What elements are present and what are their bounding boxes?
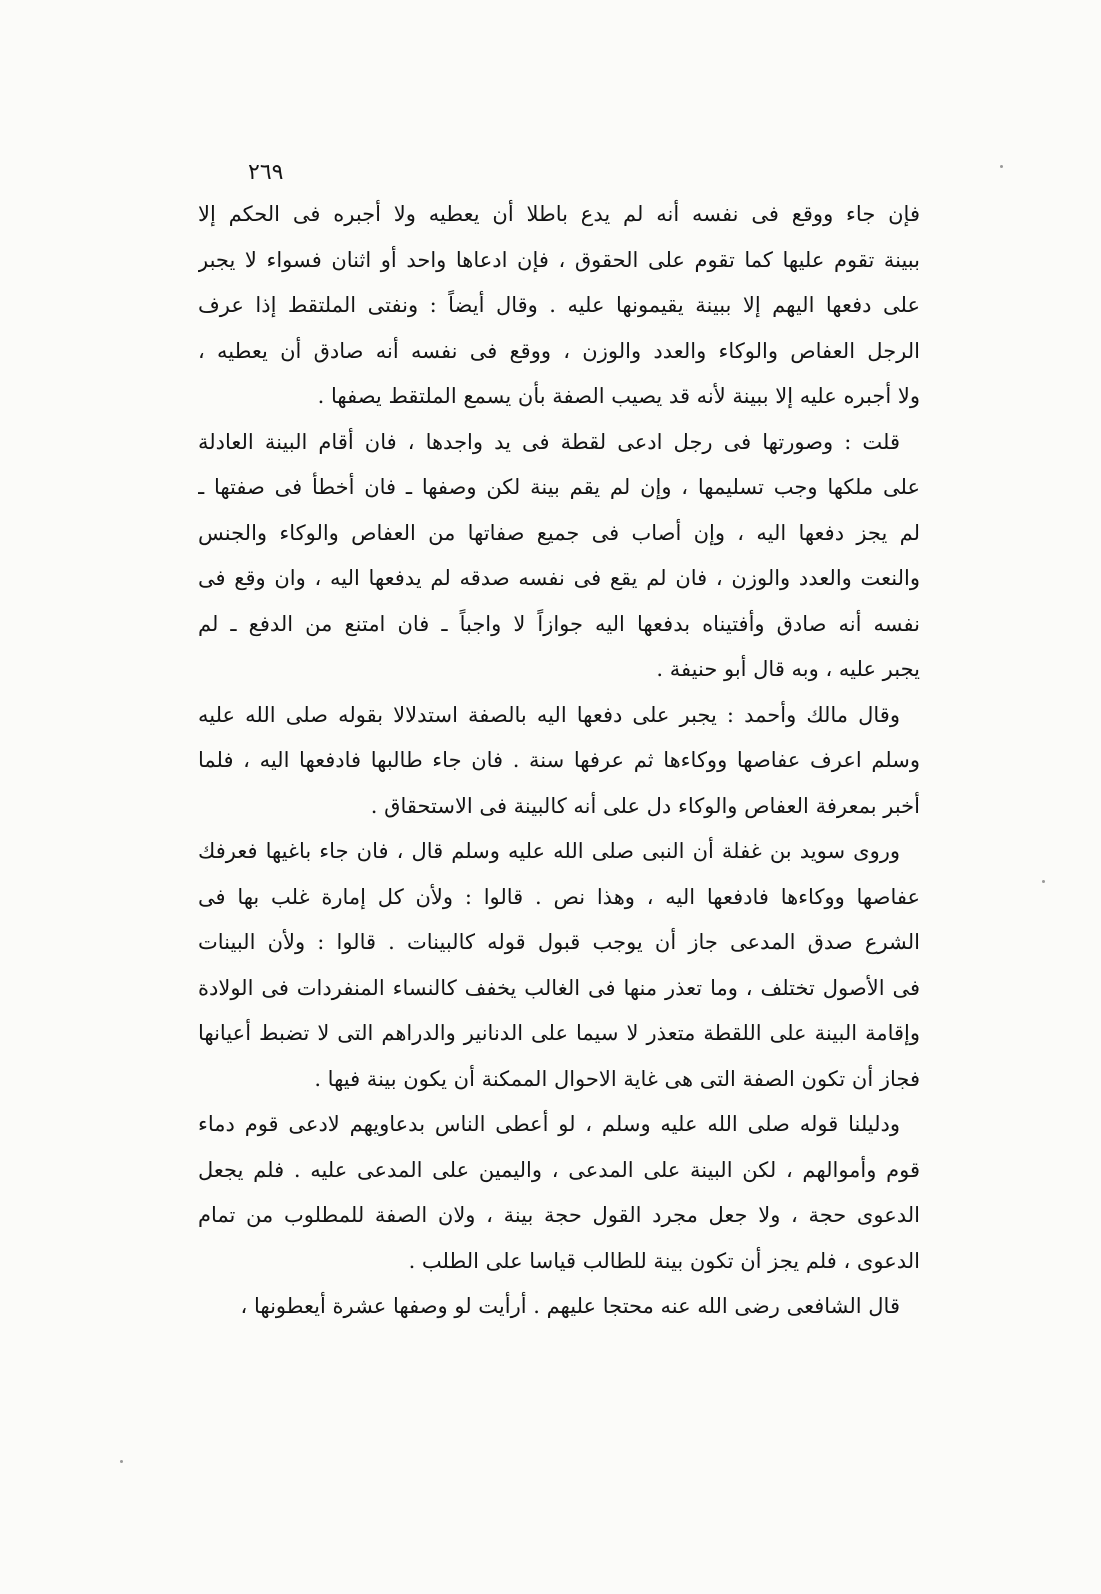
- text-line: نفسه أنه صادق وأفتيناه بدفعها اليه جوازاً لا واجباً ـ فان امتنع من الدفع ـ لم: [198, 611, 920, 636]
- text-line: ولا أجبره عليه إلا ببينة لأنه قد يصيب الصفة بأن يسمع الملتقط يصفها .: [317, 384, 920, 408]
- text-line: الدعوى حجة ، ولا جعل مجرد القول حجة بينة ، ولان الصفة للمطلوب من تمام: [198, 1203, 920, 1227]
- text-line: الشرع صدق المدعى جاز أن يوجب قبول قوله كالبينات . قالوا : ولأن البينات: [198, 930, 920, 954]
- text-line: على دفعها اليهم إلا ببينة يقيمونها عليه . وقال أيضاً : ونفتى الملتقط إذا عرف: [198, 293, 920, 317]
- text-line: أخبر بمعرفة العفاص والوكاء دل على أنه كالبينة فى الاستحقاق .: [370, 793, 920, 818]
- text-line: الرجل العفاص والوكاء والعدد والوزن ، ووقع فى نفسه أنه صادق أن يعطيه ،: [198, 338, 920, 363]
- text-line: فإن جاء ووقع فى نفسه أنه لم يدع باطلا أن يعطيه ولا أجبره فى الحكم إلا: [198, 202, 920, 226]
- scan-speck: [120, 1460, 123, 1463]
- text-line: يجبر عليه ، وبه قال أبو حنيفة .: [656, 657, 920, 681]
- text-line: وسلم اعرف عفاصها ووكاءها ثم عرفها سنة . فان جاء طالبها فادفعها اليه ، فلما: [198, 748, 920, 772]
- text-line: على ملكها وجب تسليمها ، وإن لم يقم بينة لكن وصفها ـ فان أخطأ فى صفتها ـ: [198, 475, 920, 499]
- text-line: وروى سويد بن غفلة أن النبى صلى الله عليه وسلم قال ، فان جاء باغيها فعرفك: [198, 839, 900, 863]
- text-line: الدعوى ، فلم يجز أن تكون بينة للطالب قياسا على الطلب .: [408, 1248, 920, 1273]
- text-line: والنعت والعدد والوزن ، فان لم يقع فى نفسه صدقه لم يدفعها اليه ، وان وقع فى: [198, 566, 920, 590]
- text-line: عفاصها ووكاءها فادفعها اليه ، وهذا نص . قالوا : ولأن كل إمارة غلب بها فى: [198, 884, 920, 909]
- text-line: قلت : وصورتها فى رجل ادعى لقطة فى يد واجدها ، فان أقام البينة العادلة: [198, 429, 900, 454]
- text-line: ببينة تقوم عليها كما تقوم على الحقوق ، فإن ادعاها واحد أو اثنان فسواء لا يجبر: [198, 247, 920, 272]
- text-line: فجاز أن تكون الصفة التى هى غاية الاحوال الممكنة أن يكون بينة فيها .: [314, 1066, 920, 1091]
- text-line: قال الشافعى رضى الله عنه محتجا عليهم . أرأيت لو وصفها عشرة أيعطونها ،: [240, 1294, 900, 1318]
- body-text: [198, 192, 920, 1330]
- scan-speck: [1000, 165, 1003, 168]
- text-line: وقال مالك وأحمد : يجبر على دفعها اليه بالصفة استدلالا بقوله صلى الله عليه: [198, 702, 900, 727]
- scan-speck: [1042, 880, 1045, 883]
- text-line: قوم وأموالهم ، لكن البينة على المدعى ، واليمين على المدعى عليه . فلم يجعل: [198, 1157, 920, 1182]
- text-line: لم يجز دفعها اليه ، وإن أصاب فى جميع صفاتها من العفاص والوكاء والجنس: [198, 520, 920, 545]
- text-line: وإقامة البينة على اللقطة متعذر لا سيما على الدنانير والدراهم التى لا تضبط أعيانها: [198, 1021, 920, 1045]
- text-line: ودليلنا قوله صلى الله عليه وسلم ، لو أعطى الناس بدعاويهم لادعى قوم دماء: [198, 1112, 900, 1136]
- page-number: ٢٦٩: [248, 160, 284, 185]
- text-line: فى الأصول تختلف ، وما تعذر منها فى الغالب يخفف كالنساء المنفردات فى الولادة: [198, 975, 920, 1000]
